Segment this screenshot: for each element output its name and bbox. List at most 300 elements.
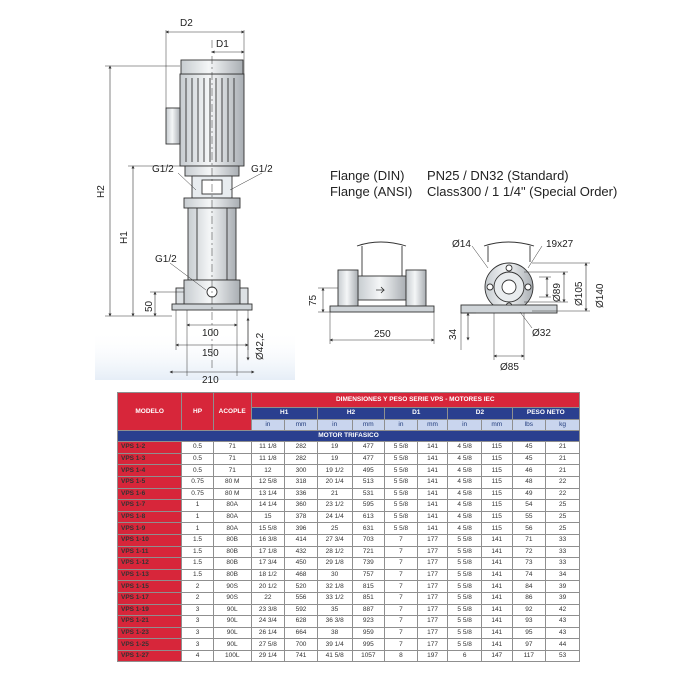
table-cell: 27 3/4 bbox=[317, 534, 352, 546]
table-cell: 74 bbox=[512, 569, 546, 581]
unit-header: in bbox=[385, 419, 418, 431]
table-cell: 197 bbox=[417, 650, 448, 662]
table-cell: 5 5/8 bbox=[448, 592, 482, 604]
table-cell: 80B bbox=[213, 558, 251, 570]
table-cell: 39 bbox=[546, 581, 580, 593]
table-cell: 5 5/8 bbox=[448, 581, 482, 593]
model-cell: VPS 1-7 bbox=[118, 500, 182, 512]
table-cell: 318 bbox=[285, 476, 318, 488]
table-cell: 432 bbox=[285, 546, 318, 558]
table-cell: 513 bbox=[352, 476, 385, 488]
model-cell: VPS 1-8 bbox=[118, 511, 182, 523]
table-cell: 27 5/8 bbox=[251, 639, 285, 651]
table-cell: 0.5 bbox=[182, 465, 214, 477]
table-cell: 32 1/8 bbox=[317, 581, 352, 593]
model-cell: VPS 1-17 bbox=[118, 592, 182, 604]
table-cell: 7 bbox=[385, 569, 418, 581]
table-cell: 117 bbox=[512, 650, 546, 662]
table-cell: 4 5/8 bbox=[448, 442, 482, 454]
table-cell: 628 bbox=[285, 616, 318, 628]
table-cell: 177 bbox=[417, 627, 448, 639]
table-cell: 141 bbox=[481, 592, 512, 604]
table-cell: 53 bbox=[546, 650, 580, 662]
table-row bbox=[118, 604, 580, 616]
group-d1: D1 bbox=[385, 408, 448, 420]
table-cell: 28 1/2 bbox=[317, 546, 352, 558]
table-cell: 141 bbox=[481, 558, 512, 570]
table-cell: 592 bbox=[285, 604, 318, 616]
label-34: 34 bbox=[448, 328, 459, 340]
table-cell: 664 bbox=[285, 627, 318, 639]
table-cell: 396 bbox=[285, 523, 318, 535]
table-cell: 741 bbox=[285, 650, 318, 662]
table-cell: 5 5/8 bbox=[385, 523, 418, 535]
table-cell: 147 bbox=[481, 650, 512, 662]
model-cell: VPS 1-10 bbox=[118, 534, 182, 546]
table-cell: 21 bbox=[317, 488, 352, 500]
table-cell: 495 bbox=[352, 465, 385, 477]
table-cell: 721 bbox=[352, 546, 385, 558]
table-row bbox=[118, 488, 580, 500]
table-cell: 4 5/8 bbox=[448, 511, 482, 523]
table-cell: 44 bbox=[546, 639, 580, 651]
table-cell: 3 bbox=[182, 639, 214, 651]
model-cell: VPS 1-15 bbox=[118, 581, 182, 593]
table-cell: 887 bbox=[352, 604, 385, 616]
table-cell: 5 5/8 bbox=[448, 534, 482, 546]
table-cell: 45 bbox=[512, 442, 546, 454]
table-cell: 80A bbox=[213, 511, 251, 523]
table-cell: 141 bbox=[481, 604, 512, 616]
label-g12-right: G1/2 bbox=[251, 164, 273, 175]
table-cell: 177 bbox=[417, 616, 448, 628]
table-cell: 177 bbox=[417, 592, 448, 604]
table-cell: 80B bbox=[213, 546, 251, 558]
table-cell: 48 bbox=[512, 476, 546, 488]
table-cell: 22 bbox=[546, 488, 580, 500]
table-cell: 23 3/8 bbox=[251, 604, 285, 616]
table-row bbox=[118, 465, 580, 477]
flange-spec bbox=[330, 168, 617, 199]
label-g12-lower: G1/2 bbox=[155, 254, 177, 265]
table-cell: 80 M bbox=[213, 476, 251, 488]
table-cell: 21 bbox=[546, 442, 580, 454]
table-cell: 100L bbox=[213, 650, 251, 662]
dimensions-table bbox=[117, 392, 580, 662]
label-d32: Ø32 bbox=[532, 328, 551, 339]
table-cell: 4 5/8 bbox=[448, 476, 482, 488]
table-cell: 141 bbox=[481, 581, 512, 593]
table-cell: 141 bbox=[417, 488, 448, 500]
label-19x27: 19x27 bbox=[546, 239, 574, 250]
label-d1: D1 bbox=[216, 39, 229, 50]
table-cell: 5 5/8 bbox=[448, 604, 482, 616]
flange-din-value: PN25 / DN32 (Standard) bbox=[427, 168, 569, 183]
table-cell: 141 bbox=[481, 616, 512, 628]
group-peso-neto: PESO NETO bbox=[512, 408, 579, 420]
table-cell: 7 bbox=[385, 534, 418, 546]
table-cell: 24 1/4 bbox=[317, 511, 352, 523]
label-h2: H2 bbox=[96, 185, 107, 198]
label-g12-left: G1/2 bbox=[152, 164, 174, 175]
table-cell: 5 5/8 bbox=[448, 639, 482, 651]
table-cell: 90L bbox=[213, 627, 251, 639]
table-cell: 177 bbox=[417, 558, 448, 570]
table-cell: 115 bbox=[481, 453, 512, 465]
table-cell: 45 bbox=[512, 453, 546, 465]
table-cell: 90S bbox=[213, 592, 251, 604]
table-cell: 90L bbox=[213, 616, 251, 628]
table-cell: 56 bbox=[512, 523, 546, 535]
model-cell: VPS 1-4 bbox=[118, 465, 182, 477]
table-cell: 30 bbox=[317, 569, 352, 581]
table-cell: 15 bbox=[251, 511, 285, 523]
table-cell: 336 bbox=[285, 488, 318, 500]
table-cell: 115 bbox=[481, 465, 512, 477]
section-motor-trifasico: MOTOR TRIFASICO bbox=[118, 431, 580, 442]
table-cell: 29 1/4 bbox=[251, 650, 285, 662]
unit-header: kg bbox=[546, 419, 580, 431]
table-cell: 923 bbox=[352, 616, 385, 628]
table-row bbox=[118, 442, 580, 454]
table-cell: 5 5/8 bbox=[385, 465, 418, 477]
table-cell: 613 bbox=[352, 511, 385, 523]
table-cell: 477 bbox=[352, 442, 385, 454]
table-cell: 11 1/8 bbox=[251, 442, 285, 454]
col-hp: HP bbox=[182, 393, 214, 431]
model-cell: VPS 1-9 bbox=[118, 523, 182, 535]
label-h1: H1 bbox=[119, 231, 130, 244]
table-cell: 80A bbox=[213, 523, 251, 535]
table-cell: 39 1/4 bbox=[317, 639, 352, 651]
table-row bbox=[118, 500, 580, 512]
col-modelo: MODELO bbox=[118, 393, 182, 431]
table-cell: 0.5 bbox=[182, 453, 214, 465]
label-d2: D2 bbox=[180, 18, 193, 29]
table-row bbox=[118, 476, 580, 488]
unit-header: mm bbox=[352, 419, 385, 431]
table-cell: 35 bbox=[317, 604, 352, 616]
table-cell: 5 5/8 bbox=[448, 558, 482, 570]
table-cell: 90L bbox=[213, 639, 251, 651]
table-row bbox=[118, 546, 580, 558]
table-cell: 39 bbox=[546, 592, 580, 604]
table-cell: 20 1/4 bbox=[317, 476, 352, 488]
table-cell: 141 bbox=[417, 442, 448, 454]
model-cell: VPS 1-23 bbox=[118, 627, 182, 639]
model-cell: VPS 1-2 bbox=[118, 442, 182, 454]
table-cell: 54 bbox=[512, 500, 546, 512]
table-cell: 24 3/4 bbox=[251, 616, 285, 628]
table-cell: 90S bbox=[213, 581, 251, 593]
table-cell: 1.5 bbox=[182, 546, 214, 558]
table-cell: 1 bbox=[182, 523, 214, 535]
table-cell: 177 bbox=[417, 604, 448, 616]
table-cell: 29 1/8 bbox=[317, 558, 352, 570]
table-cell: 80A bbox=[213, 500, 251, 512]
table-cell: 3 bbox=[182, 604, 214, 616]
table-cell: 7 bbox=[385, 639, 418, 651]
table-cell: 115 bbox=[481, 523, 512, 535]
table-cell: 25 bbox=[546, 523, 580, 535]
table-cell: 141 bbox=[481, 569, 512, 581]
table-cell: 25 bbox=[546, 500, 580, 512]
model-cell: VPS 1-21 bbox=[118, 616, 182, 628]
table-cell: 5 5/8 bbox=[385, 476, 418, 488]
table-cell: 80B bbox=[213, 569, 251, 581]
table-cell: 414 bbox=[285, 534, 318, 546]
unit-header: in bbox=[251, 419, 285, 431]
table-cell: 14 1/4 bbox=[251, 500, 285, 512]
group-h2: H2 bbox=[317, 408, 384, 420]
table-row bbox=[118, 616, 580, 628]
unit-header: in bbox=[448, 419, 482, 431]
table-row bbox=[118, 558, 580, 570]
table-cell: 49 bbox=[512, 488, 546, 500]
table-row bbox=[118, 639, 580, 651]
table-cell: 141 bbox=[481, 627, 512, 639]
table-cell: 11 1/8 bbox=[251, 453, 285, 465]
table-cell: 700 bbox=[285, 639, 318, 651]
group-d2: D2 bbox=[448, 408, 512, 420]
model-cell: VPS 1-12 bbox=[118, 558, 182, 570]
model-cell: VPS 1-6 bbox=[118, 488, 182, 500]
flange-front-view bbox=[461, 242, 557, 313]
table-cell: 2 bbox=[182, 592, 214, 604]
table-cell: 0.75 bbox=[182, 476, 214, 488]
label-150: 150 bbox=[202, 348, 219, 359]
table-cell: 8 bbox=[385, 650, 418, 662]
table-cell: 4 5/8 bbox=[448, 523, 482, 535]
table-cell: 115 bbox=[481, 511, 512, 523]
table-cell: 4 5/8 bbox=[448, 488, 482, 500]
table-cell: 1.5 bbox=[182, 534, 214, 546]
table-cell: 95 bbox=[512, 627, 546, 639]
table-cell: 46 bbox=[512, 465, 546, 477]
table-cell: 16 3/8 bbox=[251, 534, 285, 546]
label-250: 250 bbox=[374, 329, 391, 340]
table-cell: 141 bbox=[481, 546, 512, 558]
table-cell: 6 bbox=[448, 650, 482, 662]
table-cell: 177 bbox=[417, 639, 448, 651]
table-cell: 115 bbox=[481, 488, 512, 500]
table-cell: 7 bbox=[385, 592, 418, 604]
table-cell: 177 bbox=[417, 546, 448, 558]
label-d89: Ø89 bbox=[552, 283, 563, 302]
table-cell: 5 5/8 bbox=[385, 488, 418, 500]
table-cell: 5 5/8 bbox=[385, 500, 418, 512]
table-body bbox=[118, 442, 580, 662]
table-cell: 97 bbox=[512, 639, 546, 651]
table-cell: 703 bbox=[352, 534, 385, 546]
table-row bbox=[118, 569, 580, 581]
table-cell: 450 bbox=[285, 558, 318, 570]
table-cell: 73 bbox=[512, 558, 546, 570]
table-cell: 7 bbox=[385, 627, 418, 639]
table-cell: 72 bbox=[512, 546, 546, 558]
table-cell: 282 bbox=[285, 453, 318, 465]
unit-header: mm bbox=[285, 419, 318, 431]
unit-header: lbs bbox=[512, 419, 546, 431]
table-cell: 7 bbox=[385, 546, 418, 558]
table-cell: 520 bbox=[285, 581, 318, 593]
table-cell: 17 1/8 bbox=[251, 546, 285, 558]
dimension-h2 bbox=[96, 66, 180, 316]
table-cell: 92 bbox=[512, 604, 546, 616]
table-cell: 757 bbox=[352, 569, 385, 581]
table-cell: 360 bbox=[285, 500, 318, 512]
table-cell: 21 bbox=[546, 465, 580, 477]
table-cell: 5 5/8 bbox=[448, 569, 482, 581]
table-cell: 5 5/8 bbox=[385, 511, 418, 523]
table-cell: 25 bbox=[317, 523, 352, 535]
table-cell: 21 bbox=[546, 453, 580, 465]
unit-header: in bbox=[317, 419, 352, 431]
table-cell: 0.5 bbox=[182, 442, 214, 454]
table-cell: 378 bbox=[285, 511, 318, 523]
table-cell: 995 bbox=[352, 639, 385, 651]
label-50: 50 bbox=[144, 300, 155, 312]
model-cell: VPS 1-5 bbox=[118, 476, 182, 488]
table-cell: 23 1/2 bbox=[317, 500, 352, 512]
table-cell: 33 bbox=[546, 558, 580, 570]
table-cell: 15 5/8 bbox=[251, 523, 285, 535]
table-cell: 3 bbox=[182, 616, 214, 628]
table-cell: 42 bbox=[546, 604, 580, 616]
table-cell: 80 M bbox=[213, 488, 251, 500]
table-cell: 4 5/8 bbox=[448, 500, 482, 512]
table-cell: 141 bbox=[417, 476, 448, 488]
table-cell: 1057 bbox=[352, 650, 385, 662]
table-cell: 2 bbox=[182, 581, 214, 593]
table-cell: 36 3/8 bbox=[317, 616, 352, 628]
table-cell: 7 bbox=[385, 558, 418, 570]
table-cell: 34 bbox=[546, 569, 580, 581]
table-cell: 86 bbox=[512, 592, 546, 604]
label-100: 100 bbox=[202, 328, 219, 339]
label-d14: Ø14 bbox=[452, 239, 471, 250]
table-cell: 1 bbox=[182, 511, 214, 523]
table-cell: 33 bbox=[546, 546, 580, 558]
table-cell: 84 bbox=[512, 581, 546, 593]
table-cell: 5 5/8 bbox=[385, 442, 418, 454]
label-d42: Ø42,2 bbox=[255, 332, 266, 360]
label-210: 210 bbox=[202, 375, 219, 385]
table-cell: 5 5/8 bbox=[448, 616, 482, 628]
table-cell: 55 bbox=[512, 511, 546, 523]
table-cell: 115 bbox=[481, 500, 512, 512]
table-cell: 141 bbox=[481, 534, 512, 546]
dimension-d1 bbox=[212, 39, 244, 52]
model-cell: VPS 1-19 bbox=[118, 604, 182, 616]
table-cell: 595 bbox=[352, 500, 385, 512]
model-cell: VPS 1-11 bbox=[118, 546, 182, 558]
table-row bbox=[118, 627, 580, 639]
table-cell: 141 bbox=[417, 465, 448, 477]
label-d105: Ø105 bbox=[574, 281, 585, 306]
table-cell: 1.5 bbox=[182, 558, 214, 570]
table-cell: 739 bbox=[352, 558, 385, 570]
table-row bbox=[118, 453, 580, 465]
table-cell: 12 5/8 bbox=[251, 476, 285, 488]
table-cell: 556 bbox=[285, 592, 318, 604]
table-cell: 531 bbox=[352, 488, 385, 500]
terminal-box bbox=[166, 108, 180, 144]
group-h1: H1 bbox=[251, 408, 317, 420]
col-acople: ACOPLE bbox=[213, 393, 251, 431]
table-row bbox=[118, 581, 580, 593]
unit-header: mm bbox=[481, 419, 512, 431]
table-cell: 7 bbox=[385, 581, 418, 593]
table-cell: 5 5/8 bbox=[448, 627, 482, 639]
table-row bbox=[118, 523, 580, 535]
table-cell: 43 bbox=[546, 616, 580, 628]
table-cell: 4 bbox=[182, 650, 214, 662]
table-cell: 22 bbox=[251, 592, 285, 604]
unit-header: mm bbox=[417, 419, 448, 431]
table-cell: 18 1/2 bbox=[251, 569, 285, 581]
table-cell: 12 bbox=[251, 465, 285, 477]
table-cell: 4 5/8 bbox=[448, 453, 482, 465]
table-cell: 177 bbox=[417, 534, 448, 546]
table-cell: 141 bbox=[417, 523, 448, 535]
table-cell: 71 bbox=[512, 534, 546, 546]
table-cell: 20 1/2 bbox=[251, 581, 285, 593]
table-cell: 90L bbox=[213, 604, 251, 616]
table-cell: 17 3/4 bbox=[251, 558, 285, 570]
flange-ansi-value: Class300 / 1 1/4" (Special Order) bbox=[427, 184, 618, 199]
table-cell: 141 bbox=[417, 511, 448, 523]
table-cell: 177 bbox=[417, 581, 448, 593]
base-side-view bbox=[330, 242, 434, 312]
table-cell: 7 bbox=[385, 616, 418, 628]
table-cell: 93 bbox=[512, 616, 546, 628]
table-cell: 959 bbox=[352, 627, 385, 639]
dimensions-table-container bbox=[117, 392, 580, 662]
label-75: 75 bbox=[308, 294, 319, 306]
model-cell: VPS 1-3 bbox=[118, 453, 182, 465]
table-row bbox=[118, 650, 580, 662]
table-cell: 3 bbox=[182, 627, 214, 639]
table-cell: 26 1/4 bbox=[251, 627, 285, 639]
table-cell: 141 bbox=[481, 639, 512, 651]
table-cell: 7 bbox=[385, 604, 418, 616]
model-cell: VPS 1-25 bbox=[118, 639, 182, 651]
table-cell: 815 bbox=[352, 581, 385, 593]
table-cell: 1.5 bbox=[182, 569, 214, 581]
table-cell: 0.75 bbox=[182, 488, 214, 500]
table-cell: 13 1/4 bbox=[251, 488, 285, 500]
table-cell: 71 bbox=[213, 465, 251, 477]
table-cell: 5 5/8 bbox=[448, 546, 482, 558]
table-cell: 631 bbox=[352, 523, 385, 535]
flange-din-label: Flange (DIN) bbox=[330, 168, 405, 183]
table-cell: 33 bbox=[546, 534, 580, 546]
table-title: DIMENSIONES Y PESO SERIE VPS - MOTORES IEC bbox=[251, 393, 579, 408]
model-cell: VPS 1-27 bbox=[118, 650, 182, 662]
table-cell: 477 bbox=[352, 453, 385, 465]
table-cell: 43 bbox=[546, 627, 580, 639]
table-cell: 1 bbox=[182, 500, 214, 512]
label-d140: Ø140 bbox=[595, 283, 606, 308]
table-cell: 4 5/8 bbox=[448, 465, 482, 477]
table-cell: 71 bbox=[213, 442, 251, 454]
dimension-h1 bbox=[119, 166, 185, 316]
table-cell: 25 bbox=[546, 511, 580, 523]
table-cell: 19 1/2 bbox=[317, 465, 352, 477]
table-cell: 80B bbox=[213, 534, 251, 546]
table-cell: 38 bbox=[317, 627, 352, 639]
